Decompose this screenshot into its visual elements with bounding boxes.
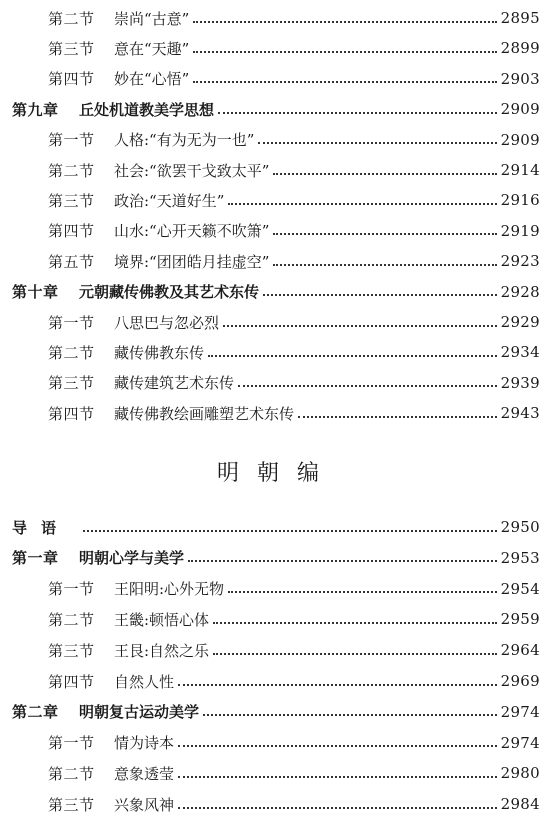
toc-section-entry[interactable] bbox=[0, 605, 554, 633]
toc-section-entry[interactable] bbox=[0, 308, 554, 336]
dot-leader bbox=[193, 20, 496, 23]
entry-number: 第二节 bbox=[48, 343, 95, 362]
toc-section-entry[interactable] bbox=[0, 399, 554, 427]
entry-title: 社会:“欲罢干戈致太平” bbox=[114, 161, 270, 180]
entry-page-number: 2984 bbox=[500, 795, 540, 814]
toc-section-entry[interactable] bbox=[0, 338, 554, 366]
toc-section-entry[interactable] bbox=[0, 759, 554, 787]
toc-guide-entry[interactable] bbox=[0, 513, 554, 541]
entry-page-number: 2974 bbox=[500, 702, 540, 721]
entry-page-number: 2934 bbox=[500, 343, 540, 362]
dot-leader bbox=[193, 50, 496, 53]
entry-number: 第三节 bbox=[48, 795, 95, 814]
dot-leader bbox=[228, 202, 496, 205]
entry-number: 第一节 bbox=[48, 131, 95, 150]
part-heading: 明朝编 bbox=[216, 461, 337, 486]
dot-leader bbox=[213, 652, 497, 655]
toc-chapter-entry[interactable] bbox=[0, 544, 554, 572]
toc-chapter-entry[interactable] bbox=[0, 95, 554, 123]
toc-section-entry[interactable] bbox=[0, 247, 554, 275]
entry-page-number: 2954 bbox=[500, 579, 540, 598]
entry-title: 明朝心学与美学 bbox=[79, 549, 185, 568]
entry-number: 第四节 bbox=[48, 672, 95, 691]
entry-number: 第一节 bbox=[48, 313, 95, 332]
dot-leader bbox=[218, 111, 497, 114]
entry-page-number: 2959 bbox=[500, 610, 540, 629]
toc-chapter-entry[interactable] bbox=[0, 278, 554, 306]
entry-title: 政治:“天道好生” bbox=[114, 191, 225, 210]
toc-section-entry[interactable] bbox=[0, 729, 554, 757]
dot-leader bbox=[178, 806, 497, 809]
entry-number: 第十章 bbox=[12, 283, 59, 302]
entry-title: 明朝复古运动美学 bbox=[79, 703, 200, 722]
toc-section-entry[interactable] bbox=[0, 217, 554, 245]
entry-title: 自然人性 bbox=[114, 672, 175, 691]
toc-section-entry[interactable] bbox=[0, 186, 554, 214]
dot-leader bbox=[178, 775, 497, 778]
entry-title: 王畿:顿悟心体 bbox=[114, 610, 210, 629]
entry-number: 第一节 bbox=[48, 580, 95, 599]
toc-section-entry[interactable] bbox=[0, 4, 554, 32]
dot-leader bbox=[203, 713, 497, 716]
entry-page-number: 2923 bbox=[500, 252, 540, 271]
entry-page-number: 2950 bbox=[500, 518, 540, 536]
toc-section-entry[interactable] bbox=[0, 156, 554, 184]
entry-number: 第二节 bbox=[48, 161, 95, 180]
dot-leader bbox=[273, 263, 496, 266]
entry-title: 藏传佛教东传 bbox=[114, 343, 205, 362]
entry-number: 第二节 bbox=[48, 9, 95, 28]
dot-leader bbox=[193, 80, 496, 83]
entry-page-number: 2914 bbox=[500, 161, 540, 179]
toc-section-entry[interactable] bbox=[0, 126, 554, 154]
entry-number: 第三节 bbox=[48, 39, 95, 58]
entry-number: 第一节 bbox=[48, 734, 95, 753]
entry-number: 第二节 bbox=[48, 610, 95, 629]
entry-title: 王艮:自然之乐 bbox=[114, 641, 210, 660]
entry-page-number: 2969 bbox=[500, 672, 540, 690]
entry-page-number: 2980 bbox=[500, 764, 540, 783]
entry-page-number: 2909 bbox=[500, 100, 540, 119]
dot-leader bbox=[273, 172, 496, 175]
dot-leader bbox=[238, 384, 497, 387]
dot-leader bbox=[258, 141, 496, 144]
entry-number: 第九章 bbox=[12, 100, 59, 119]
dot-leader bbox=[213, 621, 497, 624]
dot-leader bbox=[208, 354, 497, 357]
entry-page-number: 2964 bbox=[500, 641, 540, 660]
entry-title: 兴象风神 bbox=[114, 795, 175, 814]
entry-title: 境界:“团团皓月挂虚空” bbox=[114, 252, 270, 271]
entry-title: 元朝藏传佛教及其艺术东传 bbox=[79, 283, 260, 302]
dot-leader bbox=[273, 232, 496, 235]
entry-page-number: 2939 bbox=[500, 373, 540, 392]
entry-title: 藏传佛教绘画雕塑艺术东传 bbox=[114, 404, 295, 423]
toc-chapter-entry[interactable] bbox=[0, 698, 554, 726]
dot-leader bbox=[178, 744, 497, 747]
entry-number: 第四节 bbox=[48, 404, 95, 423]
entry-number: 第一章 bbox=[12, 549, 59, 568]
entry-title: 情为诗本 bbox=[114, 734, 175, 753]
entry-title: 意在“天趣” bbox=[114, 39, 190, 58]
entry-title: 八思巴与忽必烈 bbox=[114, 313, 220, 332]
entry-number: 第三节 bbox=[48, 191, 95, 210]
toc-section-entry[interactable] bbox=[0, 667, 554, 695]
entry-number: 第三节 bbox=[48, 374, 95, 393]
entry-page-number: 2916 bbox=[500, 191, 540, 210]
entry-page-number: 2903 bbox=[500, 69, 540, 88]
entry-title: 妙在“心悟” bbox=[114, 70, 190, 89]
dot-leader bbox=[178, 683, 497, 686]
entry-title: 王阳明:心外无物 bbox=[114, 580, 225, 599]
toc-section-entry[interactable] bbox=[0, 575, 554, 603]
entry-title: 人格:“有为无为一也” bbox=[114, 131, 255, 150]
entry-number: 第四节 bbox=[48, 70, 95, 89]
entry-title: 意象透莹 bbox=[114, 764, 175, 783]
entry-page-number: 2919 bbox=[500, 221, 540, 240]
toc-section-entry[interactable] bbox=[0, 65, 554, 93]
entry-page-number: 2974 bbox=[500, 733, 540, 752]
entry-number: 第二节 bbox=[48, 764, 95, 783]
entry-page-number: 2928 bbox=[500, 282, 540, 301]
entry-title: 崇尚“古意” bbox=[114, 9, 190, 28]
toc-section-entry[interactable] bbox=[0, 34, 554, 62]
entry-page-number: 2953 bbox=[500, 548, 540, 567]
dot-leader bbox=[83, 529, 497, 532]
toc-section-entry[interactable] bbox=[0, 790, 554, 818]
dot-leader bbox=[298, 415, 497, 418]
entry-page-number: 2943 bbox=[500, 404, 540, 423]
toc-section-entry[interactable] bbox=[0, 636, 554, 664]
entry-number: 第五节 bbox=[48, 252, 95, 271]
entry-page-number: 2899 bbox=[500, 39, 540, 58]
toc-section-entry[interactable] bbox=[0, 369, 554, 397]
entry-number: 第三节 bbox=[48, 641, 95, 660]
entry-number: 第四节 bbox=[48, 222, 95, 241]
entry-title: 藏传建筑艺术东传 bbox=[114, 374, 235, 393]
entry-title: 丘处机道教美学思想 bbox=[79, 100, 215, 119]
entry-number: 第二章 bbox=[12, 703, 59, 722]
entry-page-number: 2909 bbox=[500, 130, 540, 149]
dot-leader bbox=[263, 293, 497, 296]
entry-number: 导语 bbox=[12, 518, 71, 537]
dot-leader bbox=[223, 324, 497, 327]
dot-leader bbox=[228, 590, 497, 593]
entry-page-number: 2895 bbox=[500, 9, 540, 27]
entry-title: 山水:“心开天籁不吹箫” bbox=[114, 222, 270, 241]
entry-page-number: 2929 bbox=[500, 313, 540, 331]
dot-leader bbox=[188, 559, 497, 562]
